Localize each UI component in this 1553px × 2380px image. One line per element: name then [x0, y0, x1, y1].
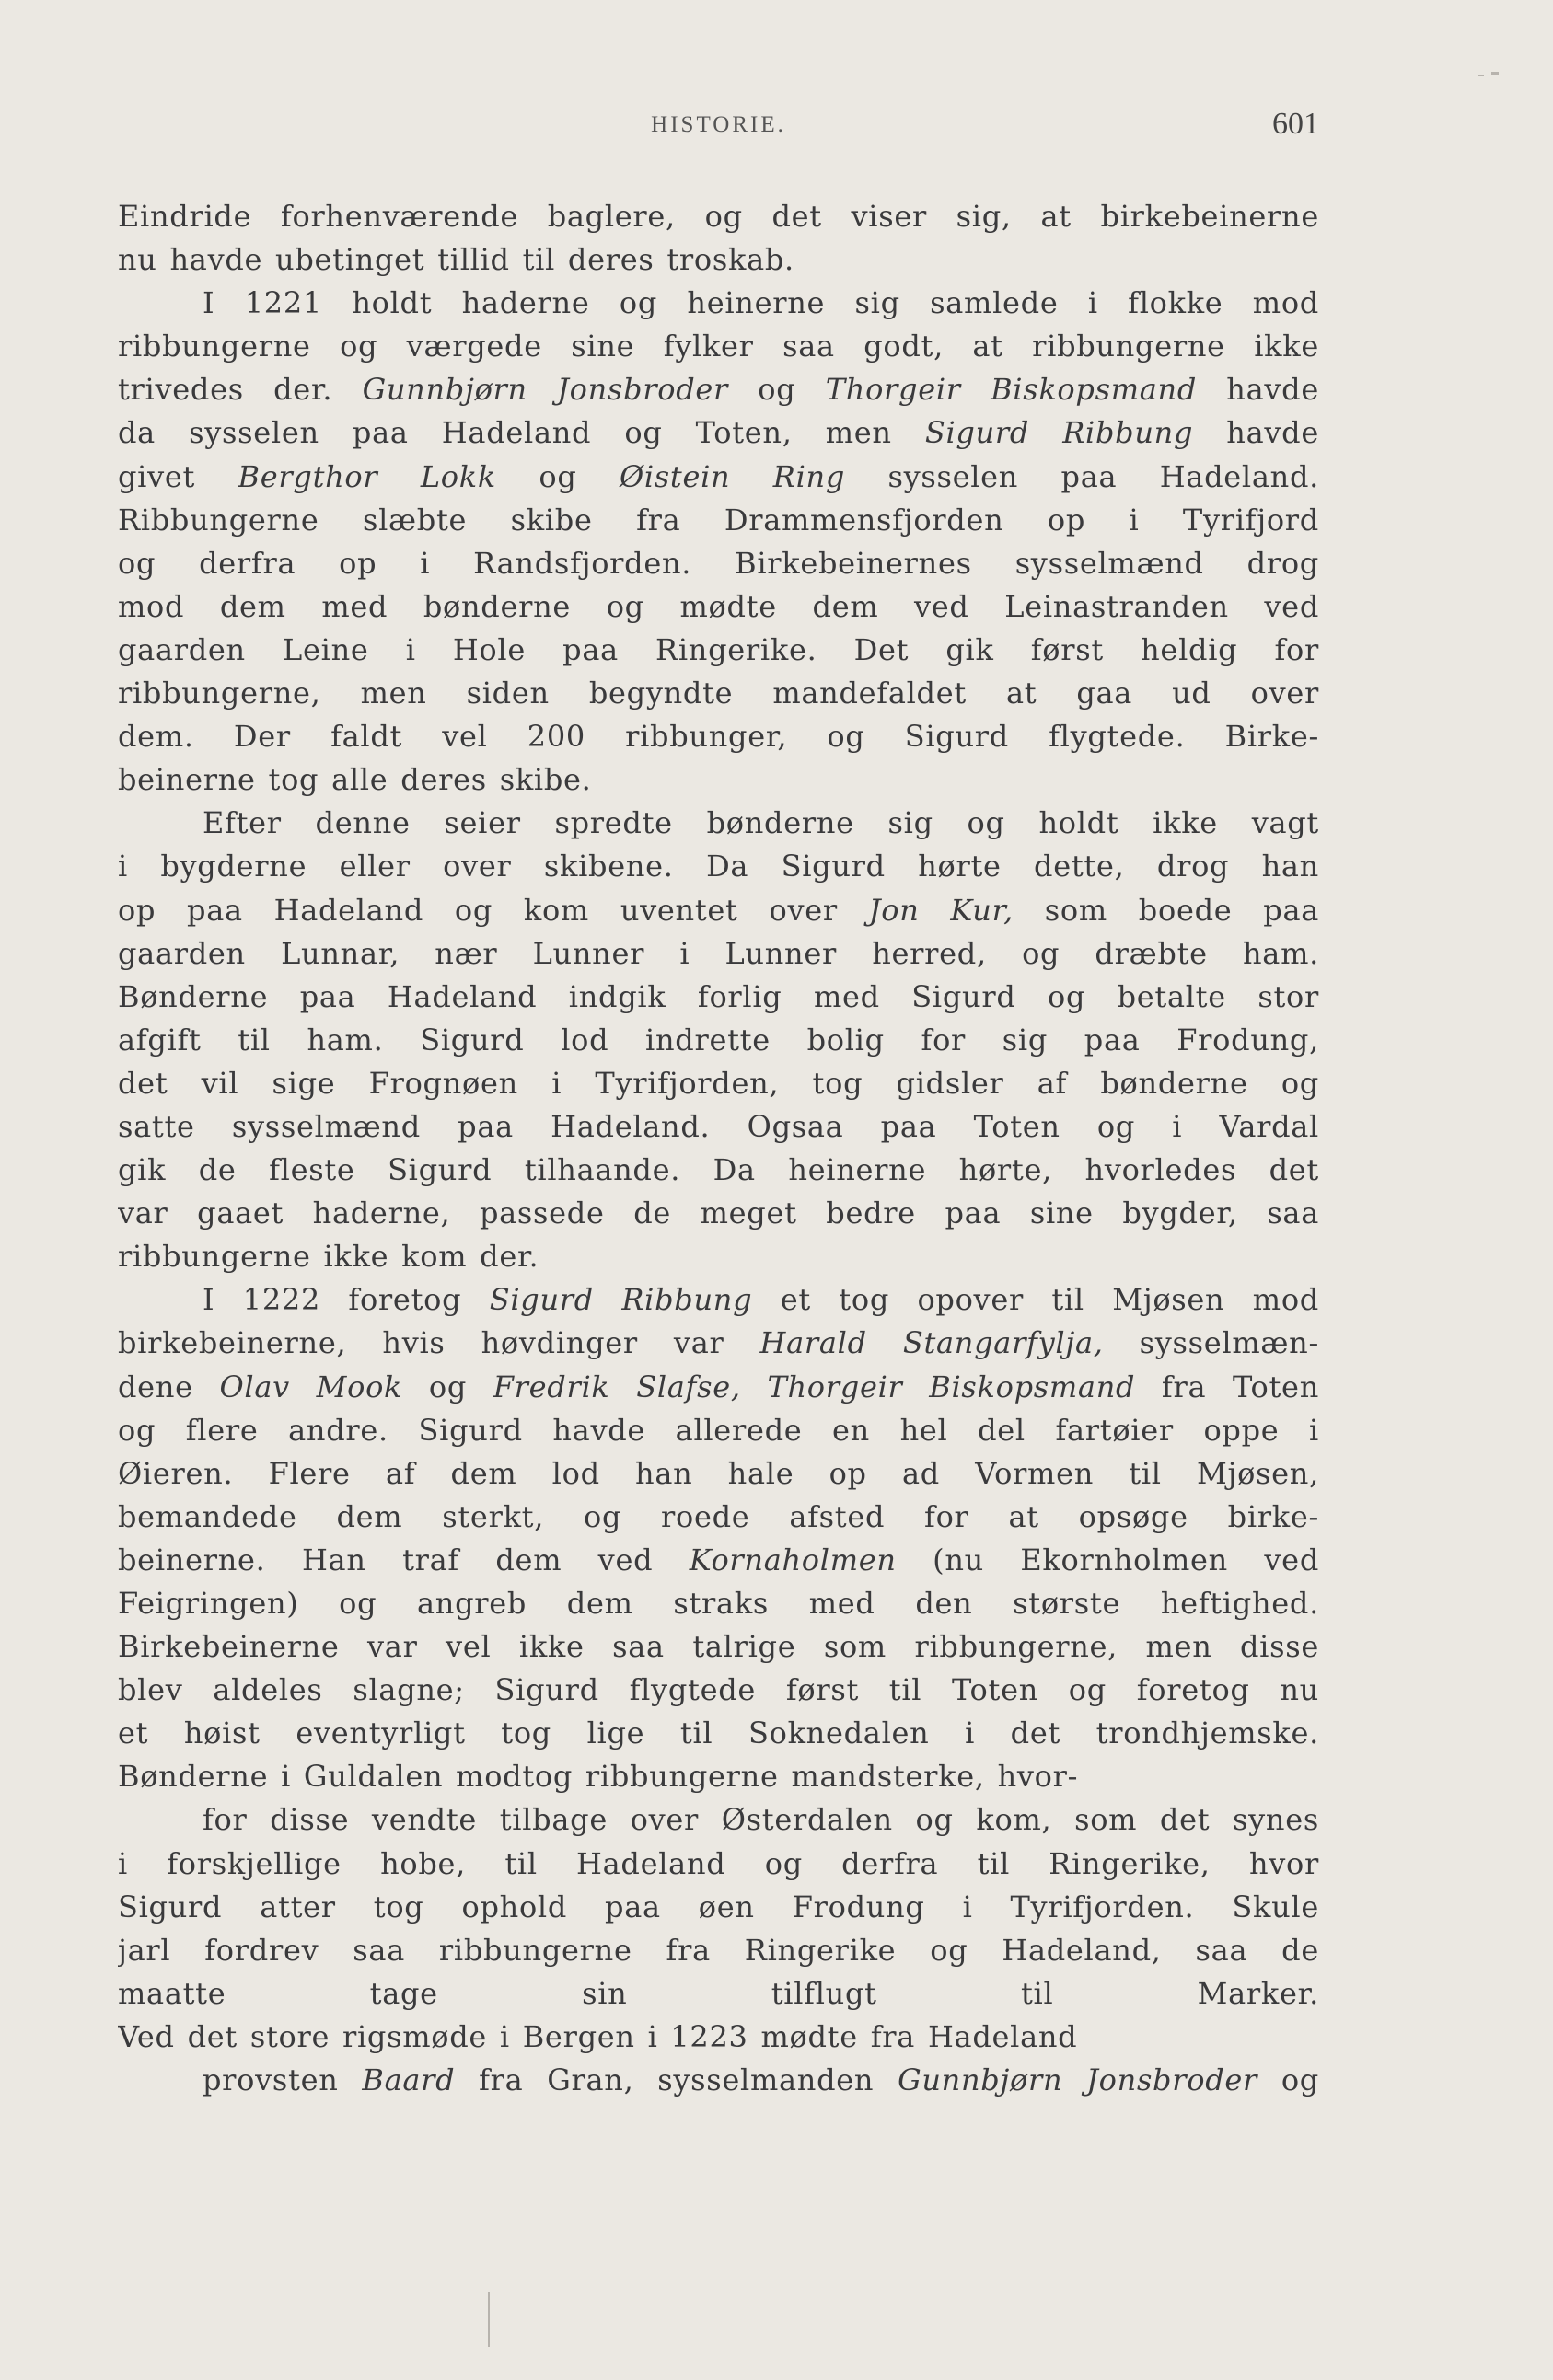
text-run: bemandede dem sterkt, og roede afsted for at opsøge birke- [118, 1498, 1319, 1534]
text-run: Ved det store rigsmøde i Bergen i 1223 mødte fra Hadeland [118, 2018, 1078, 2054]
italic-name: Fredrik Slafse, Thorgeir Biskopsmand [493, 1369, 1136, 1404]
text-body [118, 195, 1319, 2102]
text-line [118, 2016, 1319, 2059]
text-run: sysselen paa Hadeland. [845, 458, 1319, 494]
text-line [118, 802, 1319, 845]
text-run: Eindride forhenværende baglere, og det viser sig, at birkebeinerne [118, 199, 1319, 234]
text-line [118, 195, 1319, 238]
scan-speck [1478, 75, 1484, 76]
text-run: Birkebeinerne var vel ikke saa talrige som ribbungerne, men disse [118, 1629, 1319, 1665]
text-run: op paa Hadeland og kom uventet over [118, 892, 869, 928]
text-line [118, 715, 1319, 758]
text-run: havde [1193, 415, 1319, 451]
text-line [118, 629, 1319, 672]
text-line [118, 1843, 1319, 1886]
text-line [118, 1539, 1319, 1582]
text-line [118, 1062, 1319, 1105]
scan-speck [488, 2292, 490, 2347]
text-run: jarl fordrev saa ribbungerne fra Ringerike og Hadeland, saa de [118, 1932, 1319, 1968]
italic-name: Sigurd Ribbung [924, 415, 1194, 451]
italic-name: Olav Mook [219, 1369, 403, 1404]
italic-name: Bergthor Lokk [238, 458, 496, 494]
italic-name: Jon Kur, [868, 892, 1014, 928]
text-run: afgift til ham. Sigurd lod indrette bolig for sig paa Frodung, [118, 1022, 1319, 1057]
text-run: i bygderne eller over skibene. Da Sigurd hørte dette, drog han [118, 849, 1319, 884]
text-line [118, 1972, 1319, 2016]
text-line [118, 672, 1319, 715]
text-run: givet [118, 458, 238, 494]
text-run: blev aldeles slagne; Sigurd flygtede først til Toten og foretog nu [118, 1672, 1319, 1708]
text-line [118, 1149, 1319, 1192]
italic-name: Øistein Ring [619, 458, 846, 494]
text-line [118, 1278, 1319, 1322]
text-run: sysselmæn- [1103, 1325, 1319, 1361]
text-line [118, 1019, 1319, 1062]
text-run: og [1257, 2062, 1319, 2098]
text-line [118, 585, 1319, 629]
text-run: Bønderne i Guldalen modtog ribbungerne mandsterke, hvor- [118, 1759, 1079, 1795]
running-head: HISTORIE. [651, 112, 786, 137]
text-line [118, 1496, 1319, 1539]
text-run: Sigurd atter tog ophold paa øen Frodung i Tyrifjorden. Skule [118, 1889, 1319, 1924]
text-run: maatte tage sin tilflugt til Marker. [118, 1975, 1319, 2011]
text-run: ribbungerne, men siden begyndte mandefaldet at gaa ud over [118, 676, 1319, 711]
scan-speck [1491, 72, 1499, 75]
text-run: Feigringen) og angreb dem straks med den største heftighed. [118, 1586, 1319, 1621]
text-run: det vil sige Frognøen i Tyrifjorden, tog gidsler af bønderne og [118, 1065, 1319, 1101]
text-run: birkebeinerne, hvis høvdinger var [118, 1325, 760, 1361]
text-line [118, 456, 1319, 499]
text-line [118, 1886, 1319, 1929]
text-line [118, 932, 1319, 976]
text-run: og [402, 1369, 493, 1404]
text-run: Ribbungerne slæbte skibe fra Drammensfjorden op i Tyrifjord [118, 502, 1319, 537]
text-line [118, 325, 1319, 368]
text-line [118, 1582, 1319, 1625]
text-run: og [495, 458, 620, 494]
text-run: fra Toten [1135, 1369, 1319, 1404]
text-run: Bønderne paa Hadeland indgik forlig med Sigurd og betalte stor [118, 978, 1319, 1014]
text-run: og flere andre. Sigurd havde allerede en hel del fartøier oppe i [118, 1412, 1319, 1448]
text-line [118, 282, 1319, 325]
text-line [118, 1366, 1319, 1409]
text-run: dene [118, 1369, 220, 1404]
italic-name: Baard [362, 2062, 456, 2098]
text-run: var gaaet haderne, passede de meget bedre paa sine bygder, saa [118, 1196, 1319, 1231]
text-line [118, 845, 1319, 888]
text-line [118, 411, 1319, 455]
text-line [118, 1755, 1319, 1798]
text-run: som boede paa [1013, 892, 1319, 928]
text-run: da sysselen paa Hadeland og Toten, men [118, 415, 925, 451]
text-line [118, 1798, 1319, 1842]
text-run: ribbungerne og værgede sine fylker saa godt, at ribbungerne ikke [118, 329, 1319, 364]
text-line [118, 976, 1319, 1019]
text-line [118, 1322, 1319, 1365]
text-line [118, 499, 1319, 542]
text-run: i forskjellige hobe, til Hadeland og derfra til Ringerike, hvor [118, 1845, 1319, 1881]
text-run: ribbungerne ikke kom der. [118, 1239, 539, 1275]
text-run: I 1221 holdt haderne og heinerne sig samlede i flokke mod [203, 285, 1319, 321]
text-run: nu havde ubetinget tillid til deres troskab. [118, 242, 794, 278]
text-run: og derfra op i Randsfjorden. Birkebeinernes sysselmænd drog [118, 545, 1319, 581]
text-run: I 1222 foretog [203, 1282, 490, 1318]
italic-name: Gunnbjørn Jonsbroder [898, 2062, 1258, 2098]
text-run: et tog opover til Mjøsen mod [752, 1282, 1319, 1318]
italic-name: Harald Stangarfylja, [759, 1325, 1104, 1361]
text-run: beinerne tog alle deres skibe. [118, 762, 592, 798]
text-run: for disse vendte tilbage over Østerdalen og kom, som det synes [203, 1802, 1319, 1838]
text-line [118, 1712, 1319, 1755]
text-run: fra Gran, sysselmanden [455, 2062, 898, 2098]
text-run: og [728, 372, 826, 408]
text-line [118, 1409, 1319, 1452]
text-line [118, 1625, 1319, 1669]
text-line [118, 1669, 1319, 1712]
text-run: provsten [203, 2062, 363, 2098]
text-run: trivedes der. [118, 372, 363, 408]
italic-name: Thorgeir Biskopsmand [825, 372, 1198, 408]
page-header [118, 107, 1319, 158]
italic-name: Gunnbjørn Jonsbroder [362, 372, 729, 408]
text-line [118, 1192, 1319, 1235]
text-line [118, 1929, 1319, 1972]
text-run: beinerne. Han traf dem ved [118, 1542, 690, 1577]
text-run: satte sysselmænd paa Hadeland. Ogsaa paa Toten og i Vardal [118, 1108, 1319, 1144]
text-run: (nu Ekornholmen ved [896, 1542, 1319, 1577]
page-number: 601 [1272, 107, 1319, 141]
text-run: Efter denne seier spredte bønderne sig og holdt ikke vagt [203, 805, 1319, 841]
text-run: et høist eventyrligt tog lige til Soknedalen i det trondhjemske. [118, 1716, 1319, 1751]
text-run: dem. Der faldt vel 200 ribbunger, og Sigurd flygtede. Birke- [118, 719, 1319, 755]
italic-name: Kornaholmen [689, 1542, 897, 1577]
text-run: havde [1197, 372, 1319, 408]
text-line [118, 238, 1319, 282]
text-run: mod dem med bønderne og mødte dem ved Leinastranden ved [118, 588, 1319, 624]
italic-name: Sigurd Ribbung [489, 1282, 753, 1318]
text-line [118, 1452, 1319, 1496]
text-run: gik de fleste Sigurd tilhaande. Da heinerne hørte, hvorledes det [118, 1152, 1319, 1188]
text-run: gaarden Leine i Hole paa Ringerike. Det gik først heldig for [118, 631, 1319, 667]
text-line [118, 368, 1319, 411]
text-line [118, 1235, 1319, 1278]
text-run: Øieren. Flere af dem lod han hale op ad Vormen til Mjøsen, [118, 1455, 1319, 1491]
text-run: gaarden Lunnar, nær Lunner i Lunner herred, og dræbte ham. [118, 935, 1319, 971]
text-line [118, 758, 1319, 802]
text-line [118, 889, 1319, 932]
text-line [118, 542, 1319, 585]
text-line [118, 1105, 1319, 1149]
text-line [118, 2059, 1319, 2102]
